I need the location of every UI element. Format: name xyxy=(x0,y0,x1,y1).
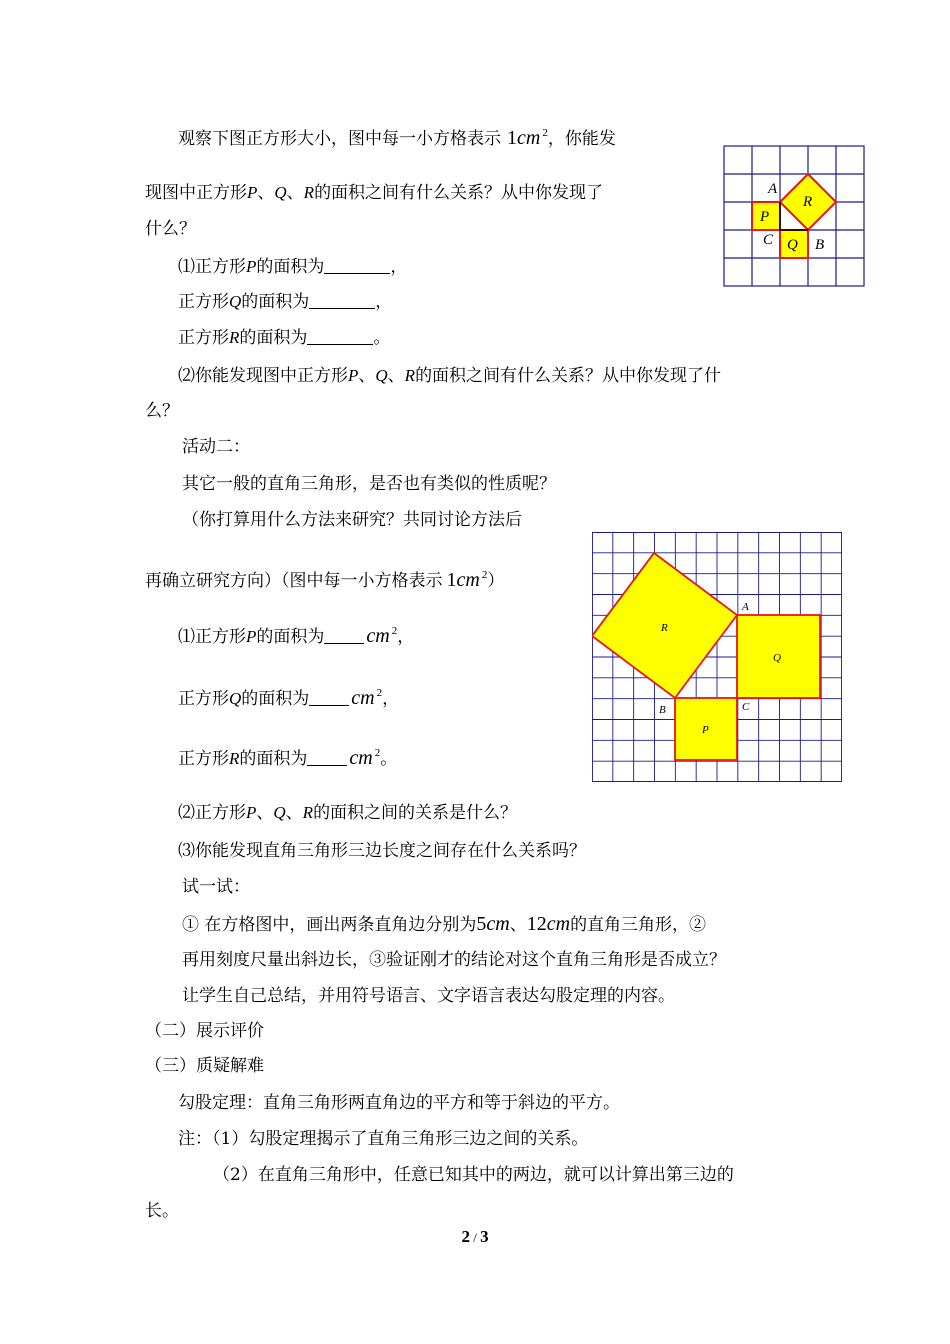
fig1-label-b: B xyxy=(815,237,825,253)
theorem-statement: 勾股定理：直角三角形两直角边的平方和等于斜边的平方。 xyxy=(178,1093,620,1113)
fig2-label-r: R xyxy=(661,622,668,634)
activity2-line-1: 其它一般的直角三角形，是否也有类似的性质呢？ xyxy=(182,474,556,494)
q1-item-r: 正方形R的面积为 。 xyxy=(178,328,391,348)
theorem-note-2: （2）在直角三角形中，任意已知其中的两边，就可以计算出第三边的 xyxy=(213,1165,734,1185)
intro-line-2: 现图中正方形P、Q、R的面积之间有什么关系？从中你发现了 xyxy=(145,183,604,203)
fig2-label-p: P xyxy=(702,724,709,736)
fig2-label-q: Q xyxy=(773,652,781,664)
answer-blank-2q[interactable] xyxy=(309,687,349,706)
activity2-item-p: ⑴正方形P的面积为 cm $^2$， xyxy=(178,625,415,647)
q1-item-p: ⑴正方形P的面积为 ， xyxy=(178,257,408,277)
activity2-title: 活动二： xyxy=(182,437,250,457)
activity2-item-r: 正方形R的面积为 cm $^2$。 xyxy=(178,747,398,769)
try-line-2: 再用刻度尺量出斜边长，③验证刚才的结论对这个直角三角形是否成立？ xyxy=(182,950,726,970)
answer-blank-r[interactable] xyxy=(307,326,373,345)
fig1-label-c: C xyxy=(763,232,774,248)
section-display: （二）展示评价 xyxy=(145,1021,264,1041)
try-line-3: 让学生自己总结，并用符号语言、文字语言表达勾股定理的内容。 xyxy=(182,986,675,1006)
q2-line-2: 么？ xyxy=(145,401,179,421)
intro-line-3: 什么？ xyxy=(145,219,196,239)
fig2-label-c: C xyxy=(742,701,750,713)
section-question: （三）质疑解难 xyxy=(145,1056,264,1076)
theorem-note-2-end: 长。 xyxy=(145,1201,179,1221)
fig1-label-q: Q xyxy=(787,237,798,253)
q1-item-q: 正方形Q的面积为 ， xyxy=(178,292,393,312)
answer-blank-2p[interactable] xyxy=(324,625,364,644)
theorem-note-1: 注：（1）勾股定理揭示了直角三角形三边之间的关系。 xyxy=(178,1129,589,1149)
answer-blank-q[interactable] xyxy=(309,290,375,309)
fig1-label-r: R xyxy=(803,194,813,210)
answer-blank-p[interactable] xyxy=(324,255,390,274)
try-title: 试一试： xyxy=(182,877,250,897)
activity2-item-2: ⑵正方形P、Q、R的面积之间的关系是什么？ xyxy=(178,803,518,823)
try-line-1: ① 在方格图中，画出两条直角边分别为5cm、12cm的直角三角形，② xyxy=(182,913,707,935)
activity2-item-3: ⑶你能发现直角三角形三边长度之间存在什么关系吗？ xyxy=(178,841,586,861)
fig1-label-p: P xyxy=(760,209,770,225)
fig1-label-a: A xyxy=(768,181,778,197)
figure-2-grid xyxy=(592,532,842,782)
page-number: 2 / 3 xyxy=(461,1227,489,1246)
q2-line-1: ⑵你能发现图中正方形P、Q、R的面积之间有什么关系？从中你发现了什 xyxy=(178,366,722,386)
activity2-line-2: （你打算用什么方法来研究？共同讨论方法后 xyxy=(182,510,522,530)
fig2-label-a: A xyxy=(742,601,749,613)
answer-blank-2r[interactable] xyxy=(307,747,347,766)
activity2-line-3: 再确立研究方向）（图中每一小方格表示 1cm $^2$） xyxy=(145,569,505,591)
figure-1-grid xyxy=(723,145,865,287)
activity2-item-q: 正方形Q的面积为 cm $^2$， xyxy=(178,687,400,709)
fig2-label-b: B xyxy=(659,704,666,716)
intro-line-1: 观察下图正方形大小，图中每一小方格表示 1cm $^2$，你能发 xyxy=(178,127,616,149)
